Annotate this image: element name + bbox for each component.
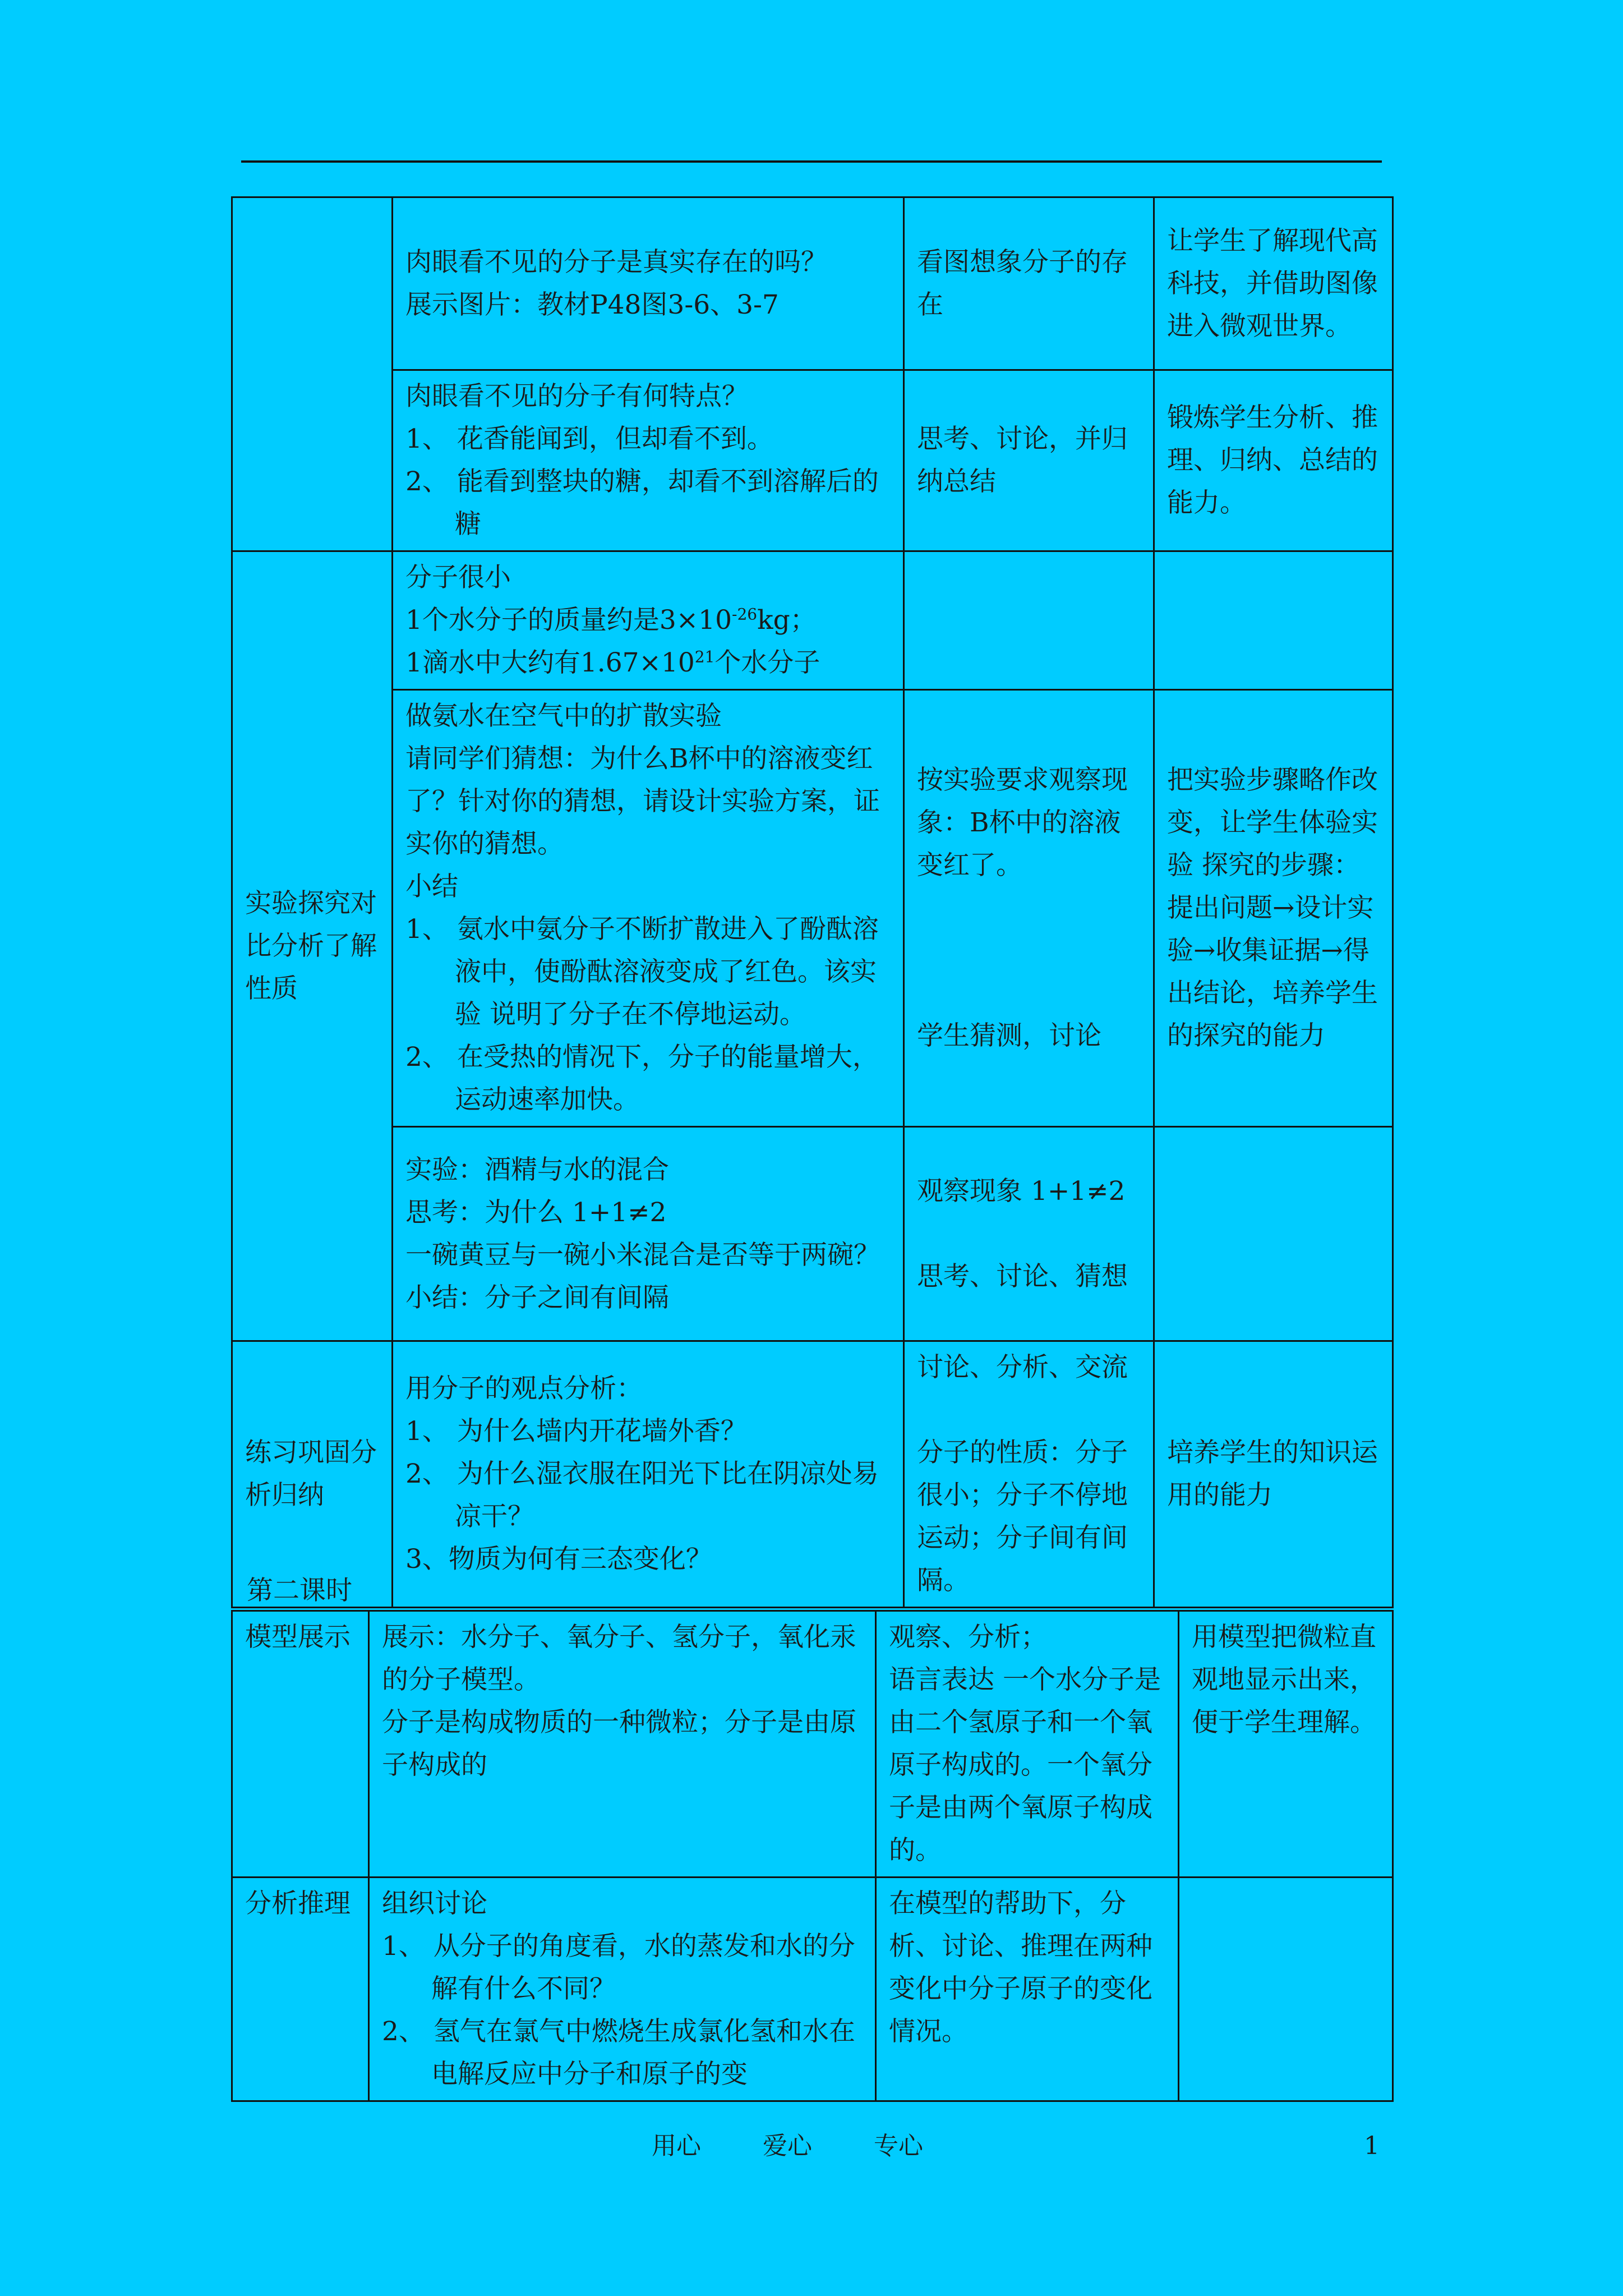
intent-line: 让学生了解现代高科技，并借助图像进入微观世界。 [1167, 225, 1378, 342]
student-cell [904, 197, 1154, 370]
content-cell [393, 1341, 904, 1608]
content-line: 小结 [405, 871, 458, 902]
lesson-table-2 [231, 1610, 1394, 2102]
table-row [232, 551, 1393, 690]
stage-label: 分析推理 [245, 1888, 351, 1919]
student-line: 学生猜测，讨论 [917, 1020, 1101, 1051]
content-line: 1滴水中大约有$1.67\times 10^{21}$个水分子 [405, 647, 820, 678]
intent-cell [1154, 197, 1393, 370]
content-cell [393, 551, 904, 690]
list-item: 2、 能看到整块的糖，却看不到溶解后的糖 [405, 466, 879, 540]
list-item: 1、 为什么墙内开花墙外香？ [405, 1416, 747, 1447]
intent-cell-empty [1154, 1127, 1393, 1341]
stage-label: 练习巩固分析归纳 [245, 1437, 377, 1511]
intent-line: 培养学生的知识运用的能力 [1167, 1437, 1378, 1511]
student-cell [904, 690, 1154, 1127]
student-cell [876, 1878, 1179, 2101]
content-line: 肉眼看不见的分子是真实存在的吗？ [405, 246, 827, 278]
lesson-two-label: 第二课时 [247, 1575, 352, 1606]
table-row [232, 1878, 1393, 2101]
intent-line: 锻炼学生分析、推理、归纳、总结的能力。 [1167, 402, 1378, 518]
student-cell [876, 1611, 1179, 1878]
content-line: 分子很小 [405, 562, 511, 593]
content-line: 分子是构成物质的一种微粒；分子是由原子构成的 [382, 1707, 856, 1780]
student-line: 思考、讨论，并归纳总结 [917, 424, 1128, 497]
student-cell-empty [904, 551, 1154, 690]
content-title: 用分子的观点分析： [405, 1373, 643, 1404]
intent-cell [1154, 370, 1393, 551]
content-title: 组织讨论 [382, 1888, 487, 1919]
footer-word: 爱心 [763, 2132, 812, 2160]
list-item: 3、物质为何有三态变化？ [405, 1544, 712, 1575]
student-line: 语言表达 一个水分子是由二个氢原子和一个氧原子构成的。一个氧分子是由两个氧原子构成的。 [889, 1664, 1161, 1866]
stage-cell [232, 1611, 369, 1878]
student-line: 按实验要求观察现象：B杯中的溶液变红了。 [917, 765, 1128, 881]
stage-cell-empty [232, 197, 393, 551]
list-item: 1、 氨水中氨分子不断扩散进入了酚酞溶液中，使酚酞溶液变成了红色。该实验 说明了分子在不停地运动。 [405, 914, 879, 1030]
list-item: 2、 氢气在氯气中燃烧生成氯化氢和水在电解反应中分子和原子的变 [382, 2016, 855, 2090]
content-line: 思考：为什么 1+1≠2 [405, 1197, 667, 1228]
content-title: 肉眼看不见的分子有何特点？ [405, 381, 748, 412]
content-cell [369, 1878, 876, 2101]
table-row [232, 197, 1393, 370]
table-row [232, 1611, 1393, 1878]
footer-word: 专心 [874, 2132, 923, 2160]
content-line: 请同学们猜想：为什么B杯中的溶液变红了？针对你的猜想，请设计实验方案，证实你的猜想。 [405, 743, 880, 859]
intent-cell [1154, 1341, 1393, 1608]
content-cell [393, 1127, 904, 1341]
content-cell [369, 1611, 876, 1878]
page-number: 1 [1364, 2132, 1380, 2160]
content-line: 展示：水分子、氧分子、氢分子，氧化汞的分子模型。 [382, 1622, 856, 1695]
intent-line: 用模型把微粒直观地显示出来，便于学生理解。 [1192, 1622, 1376, 1738]
content-line: 展示图片：教材P48图3-6、3-7 [405, 289, 779, 320]
content-line: 一碗黄豆与一碗小米混合是否等于两碗？ [405, 1239, 880, 1271]
content-cell [393, 370, 904, 551]
intent-cell-empty [1154, 551, 1393, 690]
student-line: 在模型的帮助下，分析、讨论、推理在两种变化中分子原子的变化情况。 [889, 1888, 1152, 2047]
content-line: 1个水分子的质量约是$3\times 10^{-26}kg$； [405, 605, 817, 636]
stage-label: 实验探究对比分析了解性质 [245, 887, 377, 1004]
student-cell [904, 1341, 1154, 1608]
student-line: 观察、分析； [889, 1622, 1047, 1653]
list-item: 1、 花香能闻到，但却看不到。 [405, 424, 773, 454]
list-item: 2、 为什么湿衣服在阳光下比在阴凉处易凉干？ [405, 1458, 879, 1532]
stage-cell [232, 1341, 393, 1608]
content-cell [393, 197, 904, 370]
table-row [232, 1341, 1393, 1608]
intent-line: 把实验步骤略作改变，让学生体验实验 探究的步骤：提出问题→设计实验→收集证据→得出结论，培养学生的探究的能力 [1167, 765, 1378, 1051]
list-item: 1、 从分子的角度看，水的蒸发和水的分解有什么不同？ [382, 1931, 855, 2004]
table-row [232, 690, 1393, 1127]
list-item: 2、 在受热的情况下，分子的能量增大，运动速率加快。 [405, 1042, 879, 1115]
content-cell [393, 690, 904, 1127]
header-rule [241, 160, 1382, 163]
lesson-table-1 [231, 196, 1394, 1608]
student-line: 思考、讨论、猜想 [917, 1260, 1128, 1292]
student-line: 看图想象分子的存在 [917, 246, 1128, 320]
stage-cell [232, 551, 393, 1341]
content-line: 小结：分子之间有间隔 [405, 1282, 669, 1313]
student-line: 观察现象 1+1≠2 [917, 1175, 1126, 1207]
student-line: 讨论、分析、交流 [917, 1352, 1128, 1383]
intent-cell [1154, 690, 1393, 1127]
stage-label: 模型展示 [245, 1622, 351, 1653]
intent-cell [1179, 1611, 1393, 1878]
student-line: 分子的性质：分子很小；分子不停地运动；分子间有间隔。 [917, 1437, 1128, 1596]
student-cell [904, 370, 1154, 551]
content-line: 实验：酒精与水的混合 [405, 1154, 669, 1185]
student-cell [904, 1127, 1154, 1341]
content-line: 做氨水在空气中的扩散实验 [405, 701, 722, 731]
table-row [232, 1127, 1393, 1341]
footer-word: 用心 [652, 2132, 701, 2160]
intent-cell-empty [1179, 1878, 1393, 2101]
stage-cell [232, 1878, 369, 2101]
table-row [232, 370, 1393, 551]
